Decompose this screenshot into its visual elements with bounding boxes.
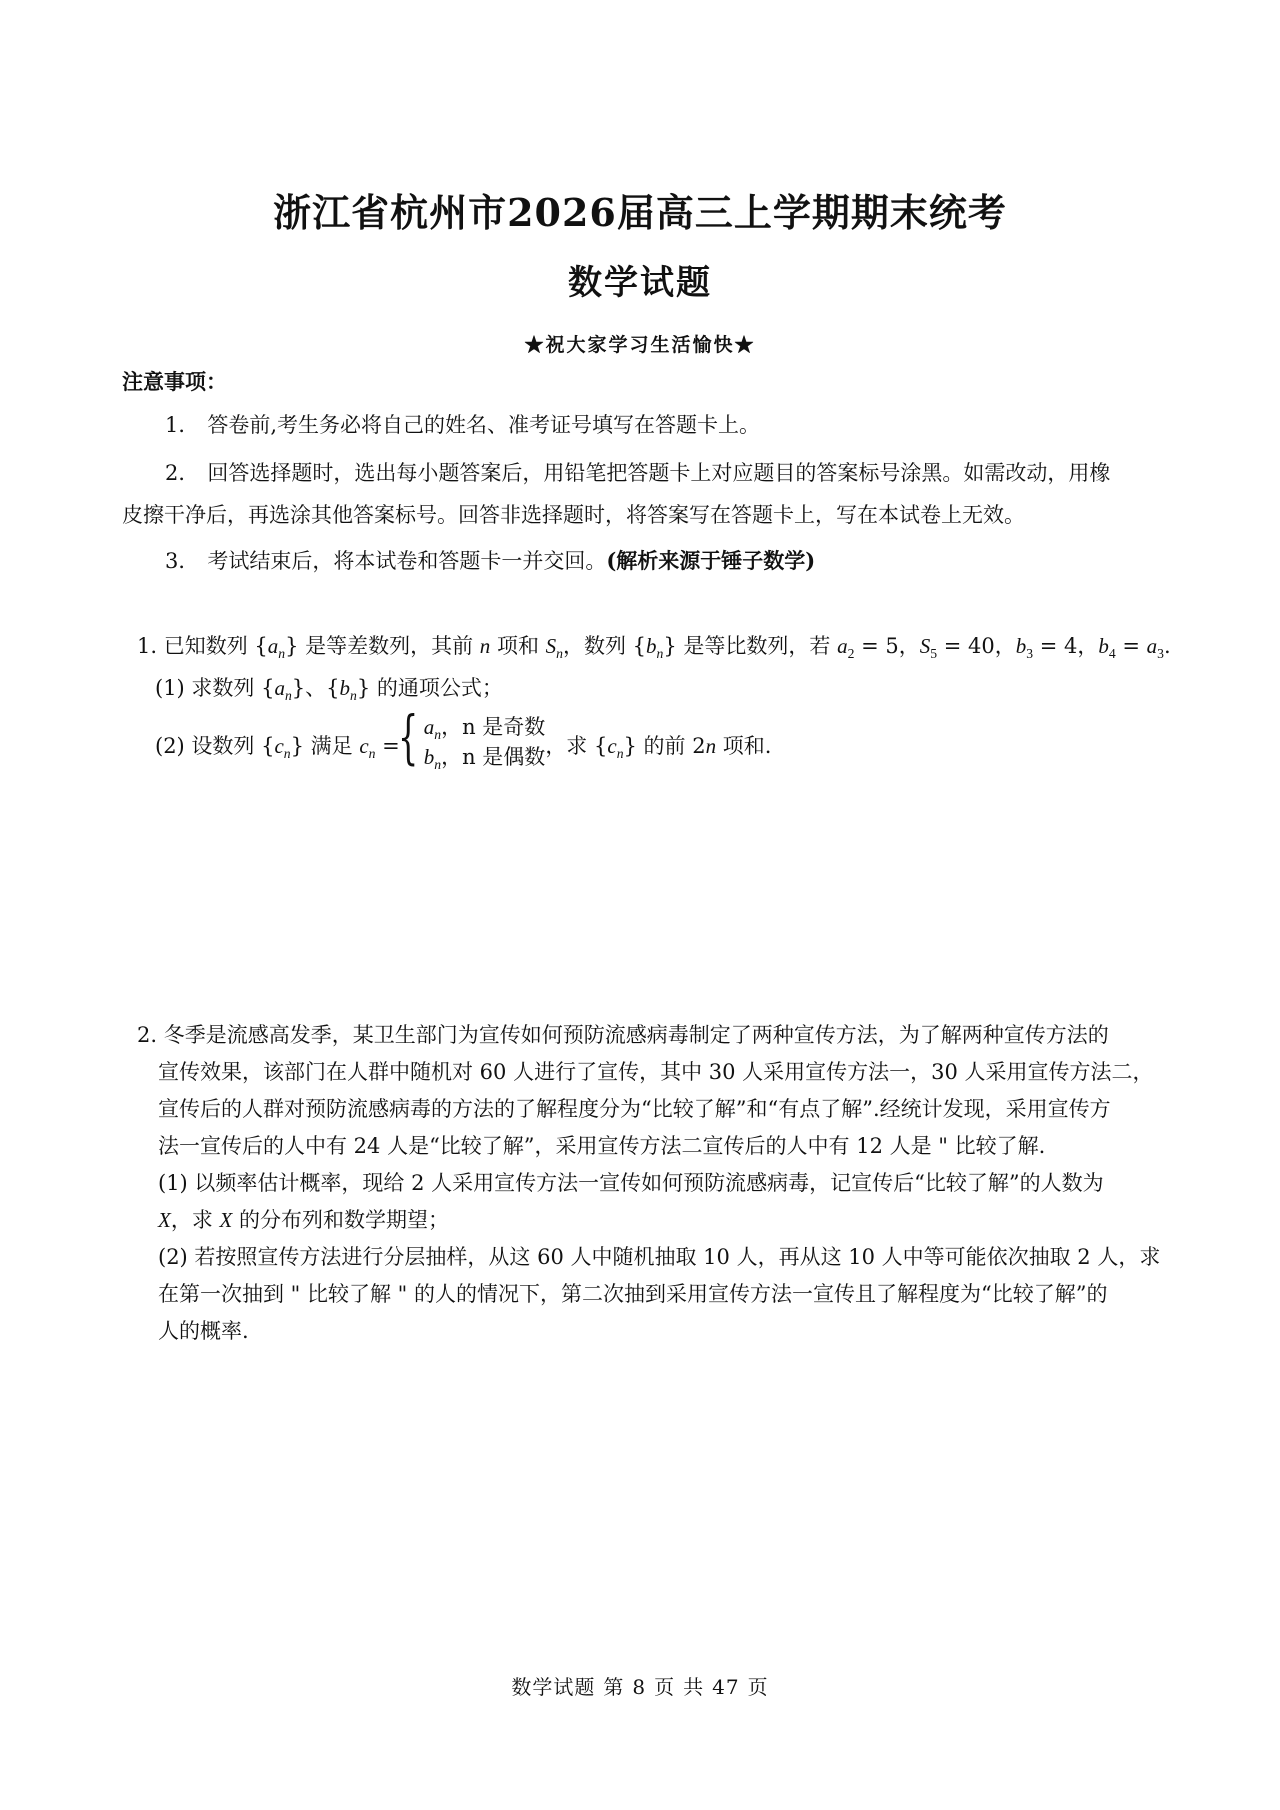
footer-page-number: 8	[632, 1675, 647, 1699]
q1p2-text-4: } 的前 2	[623, 734, 706, 758]
question-2-line-3: 宣传后的人群对预防流感病毒的方法的了解程度分为“比较了解”和“有点了解”.经统计发现，采用宣传方	[158, 1097, 1111, 1121]
footer-page-prefix: 第	[603, 1675, 625, 1699]
page-footer	[0, 1671, 1280, 1700]
piecewise-definition	[397, 703, 546, 772]
notice-item-1	[165, 412, 760, 439]
footer-total-pages: 47	[712, 1675, 740, 1699]
question-2-part-2-line-1: (2) 若按照宣传方法进行分层抽样，从这 60 人中随机抽取 10 人，再从这 10 人中等可能依次抽取 2 人，求	[158, 1245, 1161, 1269]
question-1-part-2	[155, 703, 772, 772]
q1-text-1: 1. 已知数列 {	[137, 634, 268, 658]
q1-n: n	[479, 634, 491, 658]
q1p1-text-3: } 的通项公式；	[356, 676, 503, 700]
q2-line6-text-2: 的分布列和数学期望；	[232, 1208, 450, 1232]
notice-item-1-text: 答卷前,考生务必将自己的姓名、准考证号填写在答题卡上。	[207, 413, 761, 437]
exam-title: 浙江省杭州市2026届高三上学期期末统考	[273, 190, 1007, 235]
q1-text-3: 项和	[490, 634, 546, 658]
q1-text-5: } 是等比数列，若	[663, 634, 838, 658]
q1-a-n: $a_n$	[267, 634, 286, 661]
q1-text-7: = 40，	[937, 634, 1016, 658]
footer-subject: 数学试题	[511, 1675, 596, 1699]
random-variable-X: X	[158, 1208, 171, 1232]
q1p2-text-2: } 满足	[290, 734, 360, 758]
question-2-line-4: 法一宣传后的人中有 24 人是“比较了解”，采用宣传方法二宣传后的人中有 12 人是 " 比较了解.	[158, 1134, 1046, 1158]
q1-text-6: = 5，	[854, 634, 920, 658]
notice-item-2-text-1: 回答选择题时，选出每小题答案后，用铅笔把答题卡上对应题目的答案标号涂黑。如需改动，用橡	[207, 461, 1111, 485]
case-a-n: $a_n$	[423, 715, 442, 742]
case-b-n: $b_n$	[423, 745, 442, 772]
question-2-part-2-line-3: 人的概率.	[158, 1319, 249, 1343]
notice-item-2-line-1	[165, 460, 1110, 487]
question-1-part-1	[155, 672, 503, 702]
q1p1-text-1: (1) 求数列 {	[155, 676, 275, 700]
question-2-part-1-line-2	[158, 1204, 449, 1234]
q1p2-c-n-lhs: $c_n$	[359, 734, 376, 761]
q1p2-c-n-sum: $c_n$	[607, 734, 624, 761]
notice-item-3-num: 3．	[165, 549, 200, 573]
case-even: ，n 是偶数	[441, 745, 546, 769]
q1p1-a-n: $a_n$	[274, 676, 292, 703]
notice-item-2-line-2: 皮擦干净后，再选涂其他答案标号。回答非选择题时，将答案写在答题卡上，写在本试卷上无效。	[122, 503, 1025, 527]
notice-item-3-text: 考试结束后，将本试卷和答题卡一并交回。	[207, 549, 607, 573]
q1-text-8: = 4，	[1033, 634, 1099, 658]
left-brace-icon: {	[397, 703, 419, 771]
q1p2-c-n: $c_n$	[274, 734, 291, 761]
q1p1-text-2: }、{	[291, 676, 340, 700]
q1-text-2: } 是等差数列，其前	[285, 634, 480, 658]
q1-text-10: .	[1163, 634, 1171, 658]
question-2-part-1-line-1: (1) 以频率估计概率，现给 2 人采用宣传方法一宣传如何预防流感病毒，记宣传后“比较了解”的人数为	[158, 1171, 1104, 1195]
footer-page-unit: 页	[654, 1675, 676, 1699]
q1p1-b-n: $b_n$	[339, 676, 357, 703]
q1-text-9: =	[1115, 634, 1147, 658]
q1-S-n: $S_n$	[545, 634, 563, 661]
q1-b-3: $b_3$	[1015, 634, 1034, 661]
q1p2-equals: =	[375, 734, 400, 758]
random-variable-X-2: X	[219, 1208, 233, 1232]
notice-item-1-num: 1．	[165, 413, 200, 437]
case-odd: ，n 是奇数	[441, 715, 546, 739]
q1-b-n: $b_n$	[646, 634, 664, 661]
footer-total-unit: 页	[747, 1675, 769, 1699]
exam-subtitle: 数学试题	[568, 263, 712, 303]
motto: ★祝大家学习生活愉快★	[524, 334, 756, 356]
q1-S-5: $S_5$	[919, 634, 938, 661]
notice-item-2-num: 2．	[165, 461, 200, 485]
q1p2-n: n	[705, 734, 717, 758]
notice-item-3-source: (解析来源于锤子数学)	[606, 548, 816, 573]
footer-total-prefix: 共	[683, 1675, 705, 1699]
q1p2-text-3: ，求 {	[545, 734, 608, 758]
q1-a-3: $a_3$	[1146, 634, 1164, 661]
question-2-part-2-line-2: 在第一次抽到 " 比较了解 " 的人的情况下，第二次抽到采用宣传方法一宣传且了解程度为“比较了解”的	[158, 1282, 1108, 1306]
q1p2-text-1: (2) 设数列 {	[155, 734, 275, 758]
q1-text-4: ，数列 {	[562, 634, 647, 658]
question-1-stem	[137, 630, 1171, 660]
notice-item-3	[165, 547, 815, 575]
question-2-line-1: 2. 冬季是流感高发季，某卫生部门为宣传如何预防流感病毒制定了两种宣传方法，为了解两种宣传方法的	[137, 1023, 1109, 1047]
notice-title: 注意事项：	[122, 369, 227, 394]
question-2-line-2: 宣传效果，该部门在人群中随机对 60 人进行了宣传，其中 30 人采用宣传方法一，30 人采用宣传方法二，	[158, 1060, 1154, 1084]
q1-b-4: $b_4$	[1098, 634, 1116, 661]
q2-line6-text-1: ，求	[170, 1208, 220, 1232]
q1-a-2: $a_2$	[837, 634, 855, 661]
q1p2-text-5: 项和.	[716, 734, 772, 758]
